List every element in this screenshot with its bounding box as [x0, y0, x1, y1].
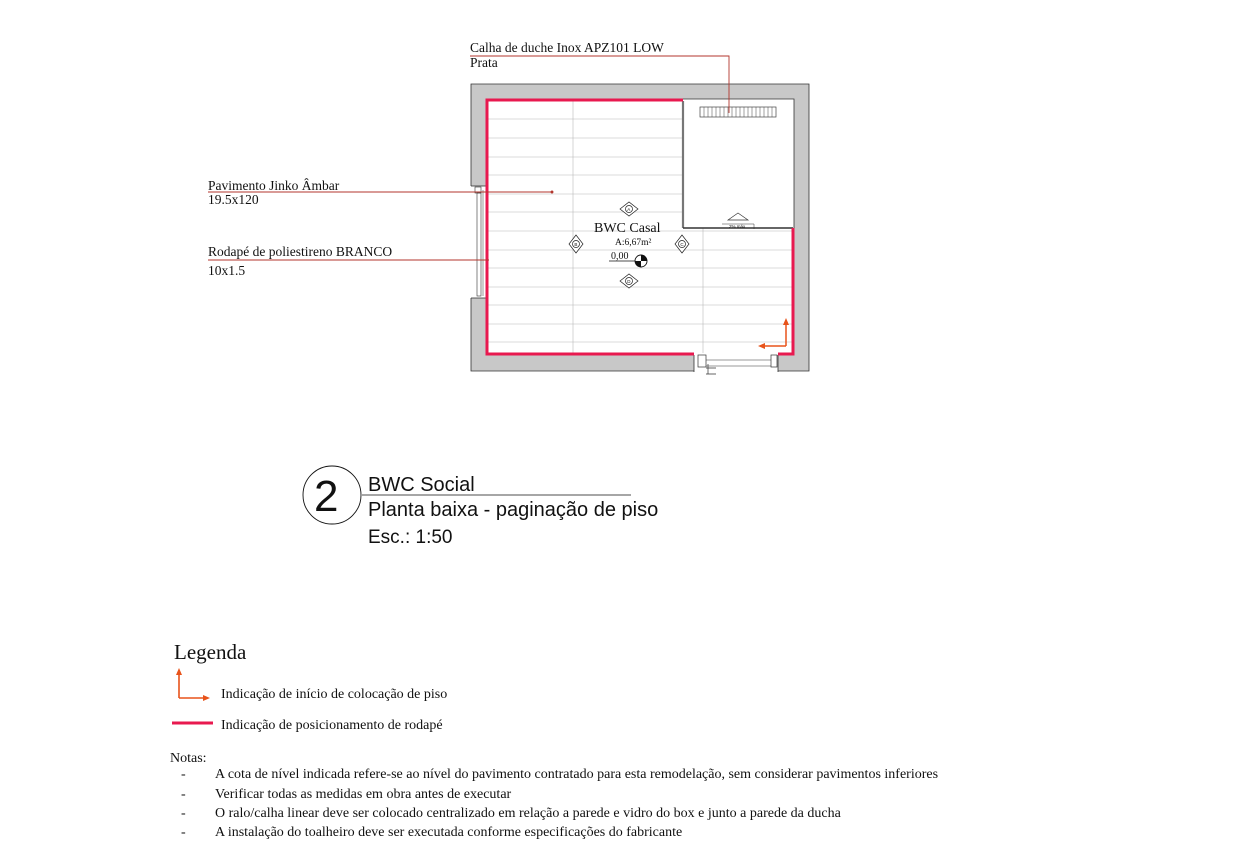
legend-title: Legenda: [174, 640, 247, 664]
window-opening: [470, 186, 488, 298]
legend: [172, 640, 447, 733]
notes-title: Notas:: [170, 751, 207, 766]
note-item: - Verificar todas as medidas em obra antes de executar: [181, 787, 512, 802]
floor-callout-line2: 19.5x120: [208, 192, 259, 207]
drain-callout-line2: Prata: [470, 55, 498, 70]
drawing-number: 2: [314, 472, 339, 521]
section-marker-bottom-icon: [620, 274, 638, 288]
svg-text:D: D: [627, 279, 631, 284]
section-marker-top-icon: [620, 202, 638, 216]
drawing-scale: Esc.: 1:50: [368, 527, 453, 548]
tile-start-arrow-icon: [758, 318, 789, 349]
svg-text:C: C: [680, 242, 684, 247]
skirting-callout-line1: Rodapé de poliestireno BRANCO: [208, 244, 393, 259]
drawing-title: BWC Social: [368, 474, 475, 496]
drain-callout-line1: Calha de duche Inox APZ101 LOW: [470, 40, 664, 55]
note-item: - A instalação do toalheiro deve ser executada conforme especificações do fabricante: [181, 825, 683, 840]
svg-text:A: A: [627, 207, 631, 212]
note-item: - A cota de nível indicada refere-se ao nível do pavimento contratado para esta remodelação, sem considerar pavimentos inferiores: [181, 767, 939, 782]
skirting-callout-line2: 10x1.5: [208, 263, 246, 278]
shower-area: [683, 101, 793, 229]
slope-label: 2% máx: [729, 224, 746, 229]
drawing-subtitle: Planta baixa - paginação de piso: [368, 499, 659, 521]
legend-item-tile-start: Indicação de início de colocação de piso: [221, 687, 448, 702]
floor-callout-line1: Pavimento Jinko Âmbar: [208, 178, 340, 193]
title-block: [303, 466, 658, 548]
room-name: BWC Casal: [594, 221, 661, 236]
shower-drain: [700, 107, 776, 117]
note-item: - O ralo/calha linear deve ser colocado centralizado em relação a parede e vidro do box e junto a parede da ducha: [181, 806, 841, 821]
room-label: [594, 221, 661, 267]
svg-text:B: B: [574, 242, 578, 247]
room-area: A:6,67m²: [615, 238, 652, 248]
level-value: 0,00: [611, 251, 629, 262]
orange-corner-arrow-icon: [176, 668, 210, 701]
legend-item-skirting: Indicação de posicionamento de rodapé: [221, 718, 443, 733]
level-marker-icon: [635, 255, 647, 267]
door-opening: [694, 353, 778, 372]
